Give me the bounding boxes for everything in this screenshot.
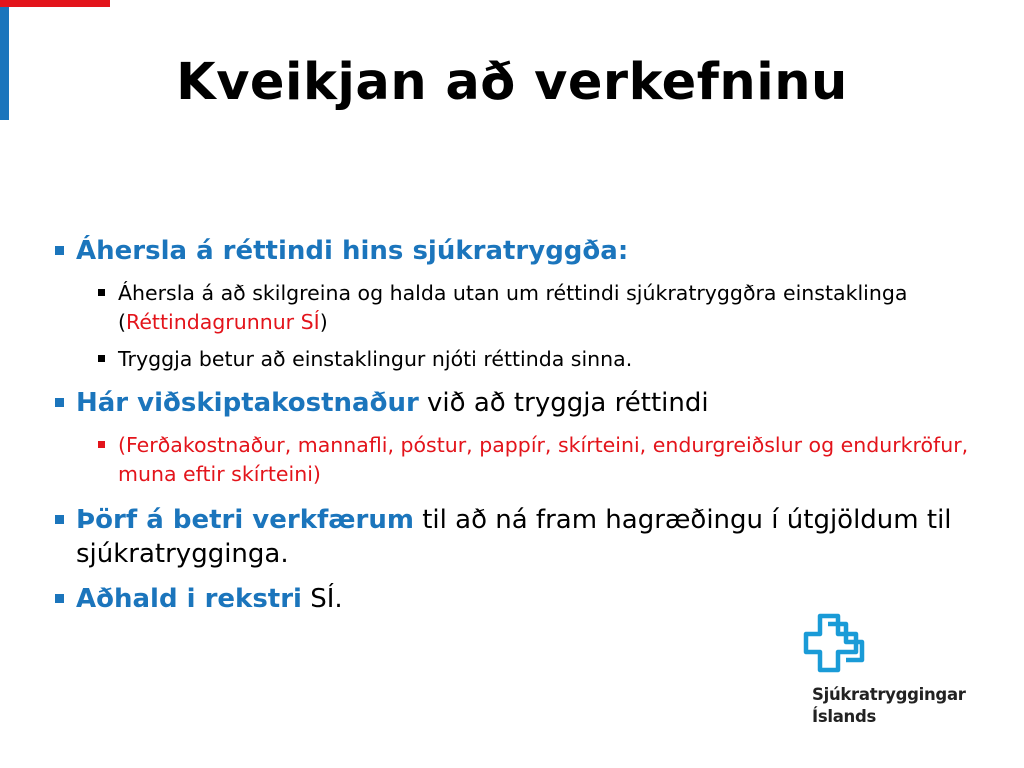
slide-title: Kveikjan að verkefninu: [176, 53, 848, 112]
cross-logo-icon: [800, 612, 870, 676]
logo-text: [812, 684, 966, 728]
bullet-4-text: SÍ.: [301, 584, 343, 614]
bullet-list: [52, 234, 982, 627]
bullet-2-bold: Hár viðskiptakostnaður: [76, 388, 419, 418]
top-red-accent-bar: [0, 0, 110, 7]
square-bullet-icon: [98, 355, 105, 362]
logo-line-2: Íslands: [812, 707, 877, 726]
sjukratryggingar-logo: [800, 612, 990, 732]
square-bullet-icon: [98, 289, 105, 296]
square-bullet-icon: [55, 246, 64, 255]
bullet-item-4: [52, 582, 982, 616]
sub-bullet-2-1: [52, 431, 982, 489]
square-bullet-icon: [98, 441, 105, 448]
bullet-item-2: [52, 386, 982, 420]
square-bullet-icon: [55, 515, 64, 524]
sub-bullet-1-2-text: Tryggja betur að einstaklingur njóti réttinda sinna.: [118, 347, 633, 371]
sub-bullet-1-2: [52, 345, 982, 374]
square-bullet-icon: [55, 594, 64, 603]
bullet-item-1: [52, 234, 982, 268]
sub-bullet-1-1: [52, 279, 982, 337]
square-bullet-icon: [55, 398, 64, 407]
bullet-item-3: [52, 503, 982, 571]
bullet-1-bold: Áhersla á réttindi hins sjúkratryggða:: [76, 236, 629, 266]
bullet-3-bold: Þörf á betri verkfærum: [76, 505, 414, 535]
bullet-3-text: til að ná fram hagræðingu í útgjöldum til sjúkratrygginga.: [76, 505, 952, 569]
sub-bullet-2-1-red: (Ferðakostnaður, mannafli, póstur, pappír, skírteini, endurgreiðslur og endurkröfur, muna eftir skírteini): [118, 433, 969, 486]
bullet-4-bold: Aðhald i rekstri: [76, 584, 302, 614]
sub-bullet-1-1-after: ): [319, 310, 328, 334]
sub-bullet-1-1-text: Áhersla á að skilgreina og halda utan um réttindi sjúkratryggðra einstaklinga (: [118, 281, 908, 334]
bullet-2-text: við að tryggja réttindi: [418, 388, 709, 418]
logo-line-1: Sjúkratryggingar: [812, 685, 966, 704]
sub-bullet-1-1-red: Réttindagrunnur SÍ: [126, 310, 320, 334]
